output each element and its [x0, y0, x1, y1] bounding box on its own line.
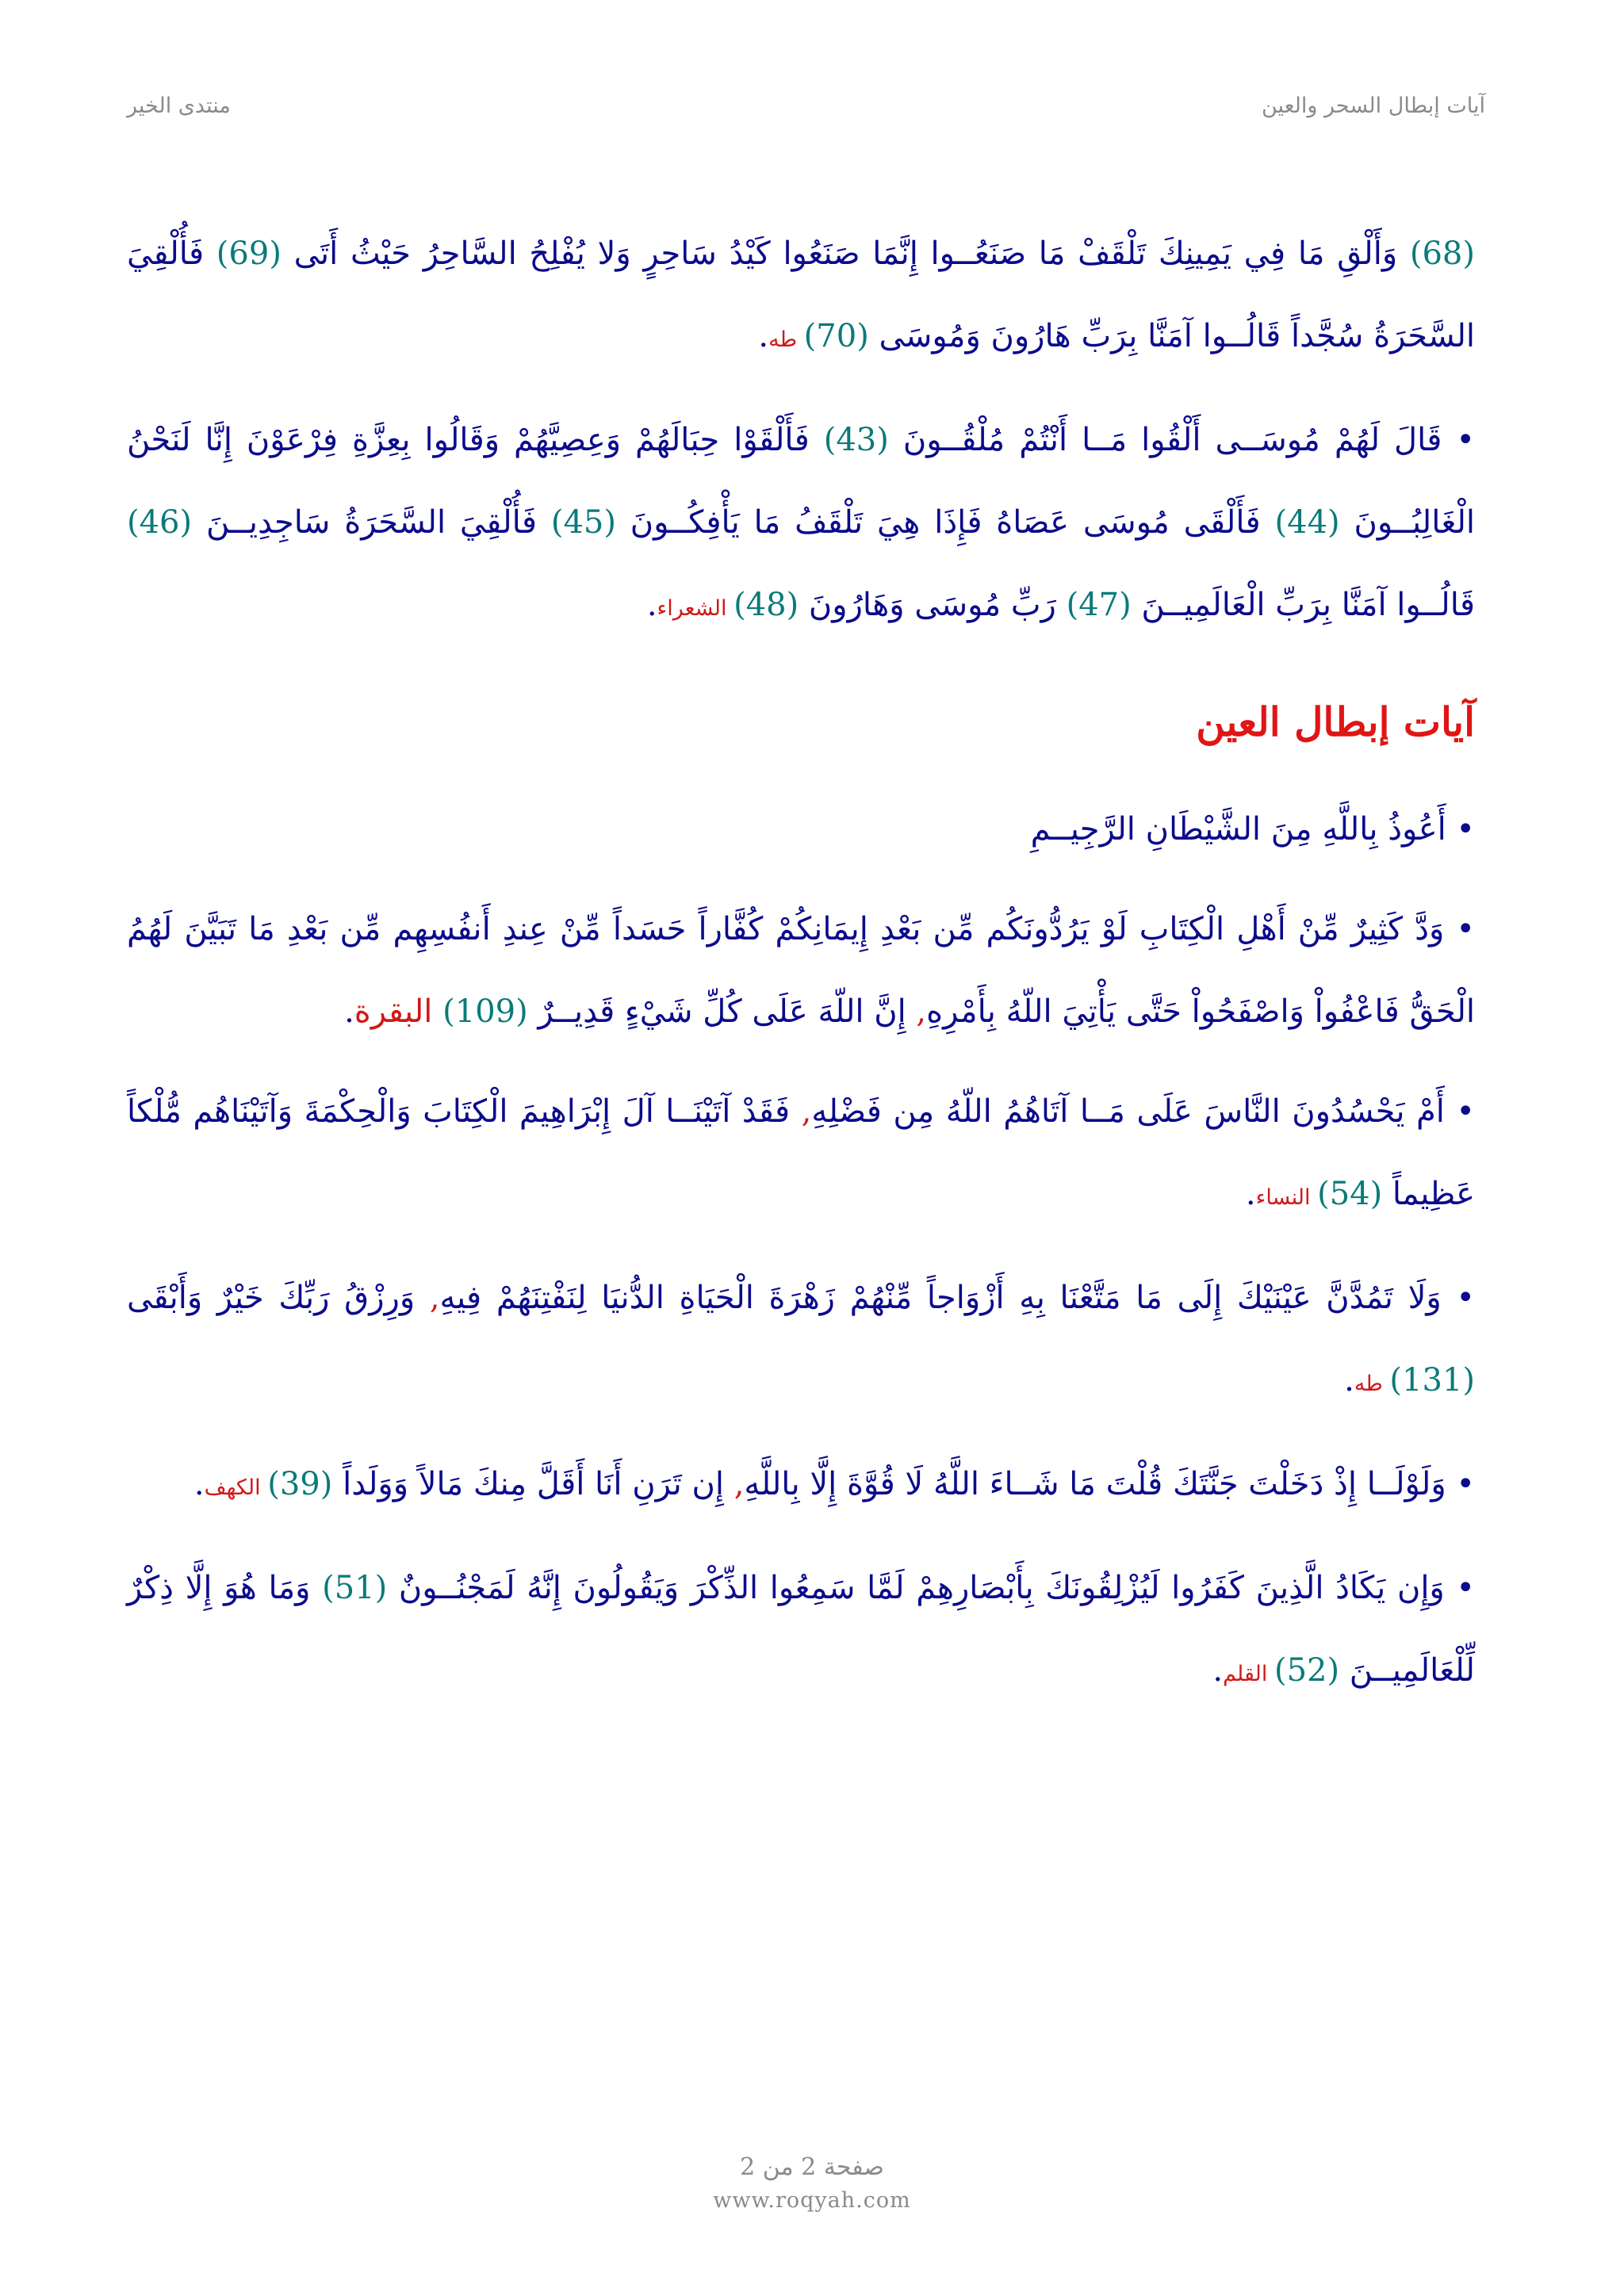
red-comma: ,	[916, 993, 927, 1030]
verse-number: (70)	[803, 318, 869, 354]
verse-text: وَأَلْقِ مَا فِي يَمِينِكَ تَلْقَفْ مَا صَنَعُــوا إِنَّمَا صَنَعُوا كَيْدُ سَاحِرٍ وَلا يُفْلِحُ السَّاحِرُ حَيْثُ أَتَى	[281, 235, 1410, 272]
verse-text: فَأَلْقَى مُوسَى عَصَاهُ فَإِذَا هِيَ تَلْقَفُ مَا يَأْفِكُــونَ	[615, 504, 1275, 541]
verse-text: وَدَّ كَثِيرٌ مِّنْ أَهْلِ الْكِتَابِ لَوْ يَرُدُّونَكُم مِّن بَعْدِ إِيمَانِكُمْ كُفَّاراً حَسَداً مِّنْ عِندِ أَنفُسِهِم مِّن بَعْدِ مَا تَبَيَّنَ لَهُمُ الْحَقُّ فَاعْفُواْ وَاصْفَحُواْ حَتَّى يَأْتِيَ اللّهُ بِأَمْرِهِ	[127, 911, 1475, 1030]
verse-text: فَأَلْقَوْا حِبَالَهُمْ وَعِصِيَّهُمْ وَقَالُوا بِعِزَّةِ فِرْعَوْنَ إِنَّا لَنَحْنُ الْغَالِبُــونَ	[127, 422, 1475, 541]
verse-paragraph-shuara	[127, 399, 1475, 650]
verse-text: وَمَا هُوَ إِلَّا ذِكْرٌ لِّلْعَالَمِيــنَ	[127, 1570, 1475, 1689]
verse-text: فَقَدْ آتَيْنَــا آلَ إِبْرَاهِيمَ الْكِتَابَ وَالْحِكْمَةَ وَآتَيْنَاهُم مُّلْكاً عَظِيماً	[127, 1093, 1475, 1212]
surah-name: الشعراء	[657, 596, 734, 621]
verse-paragraph-taha-131	[127, 1257, 1475, 1425]
section-heading: آيات إبطال العين	[1196, 698, 1475, 745]
period: .	[1212, 1652, 1224, 1689]
verse-text: أَعُوذُ بِاللَّهِ مِنَ الشَّيْطَانِ الرَّجِيــمِ	[1030, 811, 1446, 848]
verse-number: (43)	[823, 422, 889, 458]
verse-text: قَالُــوا آمَنَّا بِرَبِّ الْعَالَمِيــنَ	[1131, 587, 1475, 623]
verse-number: (45)	[550, 504, 616, 541]
verse-number: (44)	[1274, 504, 1340, 541]
page-number: صفحة 2 من 2	[740, 2153, 884, 2181]
period: .	[1344, 1362, 1354, 1399]
surah-name: القلم	[1223, 1662, 1274, 1686]
verse-paragraph-taha-68-70	[127, 212, 1475, 381]
verse-number: (39)	[267, 1466, 333, 1502]
period: .	[1245, 1176, 1256, 1212]
verse-text: فَأُلْقِيَ السَّحَرَةُ سَاجِدِيــنَ	[192, 504, 551, 541]
page-content	[127, 212, 1475, 1733]
verse-number: (46)	[127, 504, 193, 541]
surah-name: البقرة	[354, 993, 443, 1030]
verse-paragraph-istiadha	[127, 788, 1475, 871]
verse-text: إِنَّ اللّهَ عَلَى كُلِّ شَيْءٍ قَدِيــرٌ	[527, 993, 917, 1030]
verse-number: (48)	[733, 587, 799, 623]
verse-number: (47)	[1066, 587, 1132, 623]
verse-text: وَرِزْقُ رَبِّكَ خَيْرٌ وَأَبْقَى	[127, 1280, 430, 1316]
surah-name: طه	[1354, 1372, 1390, 1396]
verse-text: رَبِّ مُوسَى وَهَارُونَ	[799, 587, 1067, 623]
red-comma: ,	[429, 1280, 440, 1316]
red-comma: ,	[801, 1093, 812, 1130]
verse-number: (131)	[1389, 1362, 1475, 1399]
verse-number: (52)	[1274, 1652, 1340, 1689]
verse-text: أَمْ يَحْسُدُونَ النَّاسَ عَلَى مَــا آتَاهُمُ اللّهُ مِن فَضْلِهِ	[811, 1093, 1445, 1130]
website-url: www.roqyah.com	[713, 2188, 911, 2213]
verse-text: إِن تَرَنِ أَنَا أَقَلَّ مِنكَ مَالاً وَوَلَداً	[332, 1466, 734, 1502]
period: .	[758, 318, 769, 354]
header-site-name: منتدى الخير	[127, 94, 231, 118]
page-header	[127, 94, 1485, 133]
verse-paragraph-baqara	[127, 888, 1475, 1053]
verse-number: (68)	[1409, 235, 1475, 272]
bullet: •	[1441, 1280, 1475, 1316]
period: .	[193, 1466, 205, 1502]
verse-paragraph-kahf	[127, 1443, 1475, 1529]
verse-paragraph-qalam	[127, 1547, 1475, 1716]
bullet: •	[1446, 1466, 1475, 1502]
period: .	[646, 587, 657, 623]
verse-text: وَإِن يَكَادُ الَّذِينَ كَفَرُوا لَيُزْلِقُونَكَ بِأَبْصَارِهِمْ لَمَّا سَمِعُوا الذِّكْرَ وَيَقُولُونَ إِنَّهُ لَمَجْنُــونٌ	[387, 1570, 1445, 1606]
verse-number: (69)	[216, 235, 282, 272]
surah-name: طه	[768, 327, 804, 352]
red-comma: ,	[733, 1466, 745, 1502]
verse-number: (109)	[442, 993, 528, 1030]
period: .	[344, 993, 354, 1030]
verse-number: (51)	[322, 1570, 388, 1606]
verse-text: قَالَ لَهُمْ مُوسَــى أَلْقُوا مَــا أَنْتُمْ مُلْقُــونَ	[888, 422, 1442, 458]
header-title: آيات إبطال السحر والعين	[1261, 94, 1485, 118]
verse-number: (54)	[1317, 1176, 1383, 1212]
surah-name: الكهف	[204, 1475, 268, 1500]
bullet: •	[1444, 1570, 1475, 1606]
bullet: •	[1442, 422, 1475, 458]
verse-text: وَلَوْلَــا إِذْ دَخَلْتَ جَنَّتَكَ قُلْتَ مَا شَــاءَ اللَّهُ لَا قُوَّةَ إِلَّا بِاللَّهِ	[744, 1466, 1446, 1502]
verse-paragraph-nisa	[127, 1070, 1475, 1239]
bullet: •	[1446, 811, 1475, 848]
verse-text: وَلَا تَمُدَّنَّ عَيْنَيْكَ إِلَى مَا مَتَّعْنَا بِهِ أَزْوَاجاً مِّنْهُمْ زَهْرَةَ الْحَيَاةِ الدُّنيَا لِنَفْتِنَهُمْ فِيهِ	[439, 1280, 1442, 1316]
bullet: •	[1444, 1093, 1475, 1130]
bullet: •	[1444, 911, 1476, 947]
page-footer	[0, 2150, 1624, 2217]
surah-name: النساء	[1255, 1185, 1318, 1210]
verse-text: فَأُلْقِيَ السَّحَرَةُ سُجَّداً قَالُــوا آمَنَّا بِرَبِّ هَارُونَ وَمُوسَى	[127, 235, 1475, 354]
